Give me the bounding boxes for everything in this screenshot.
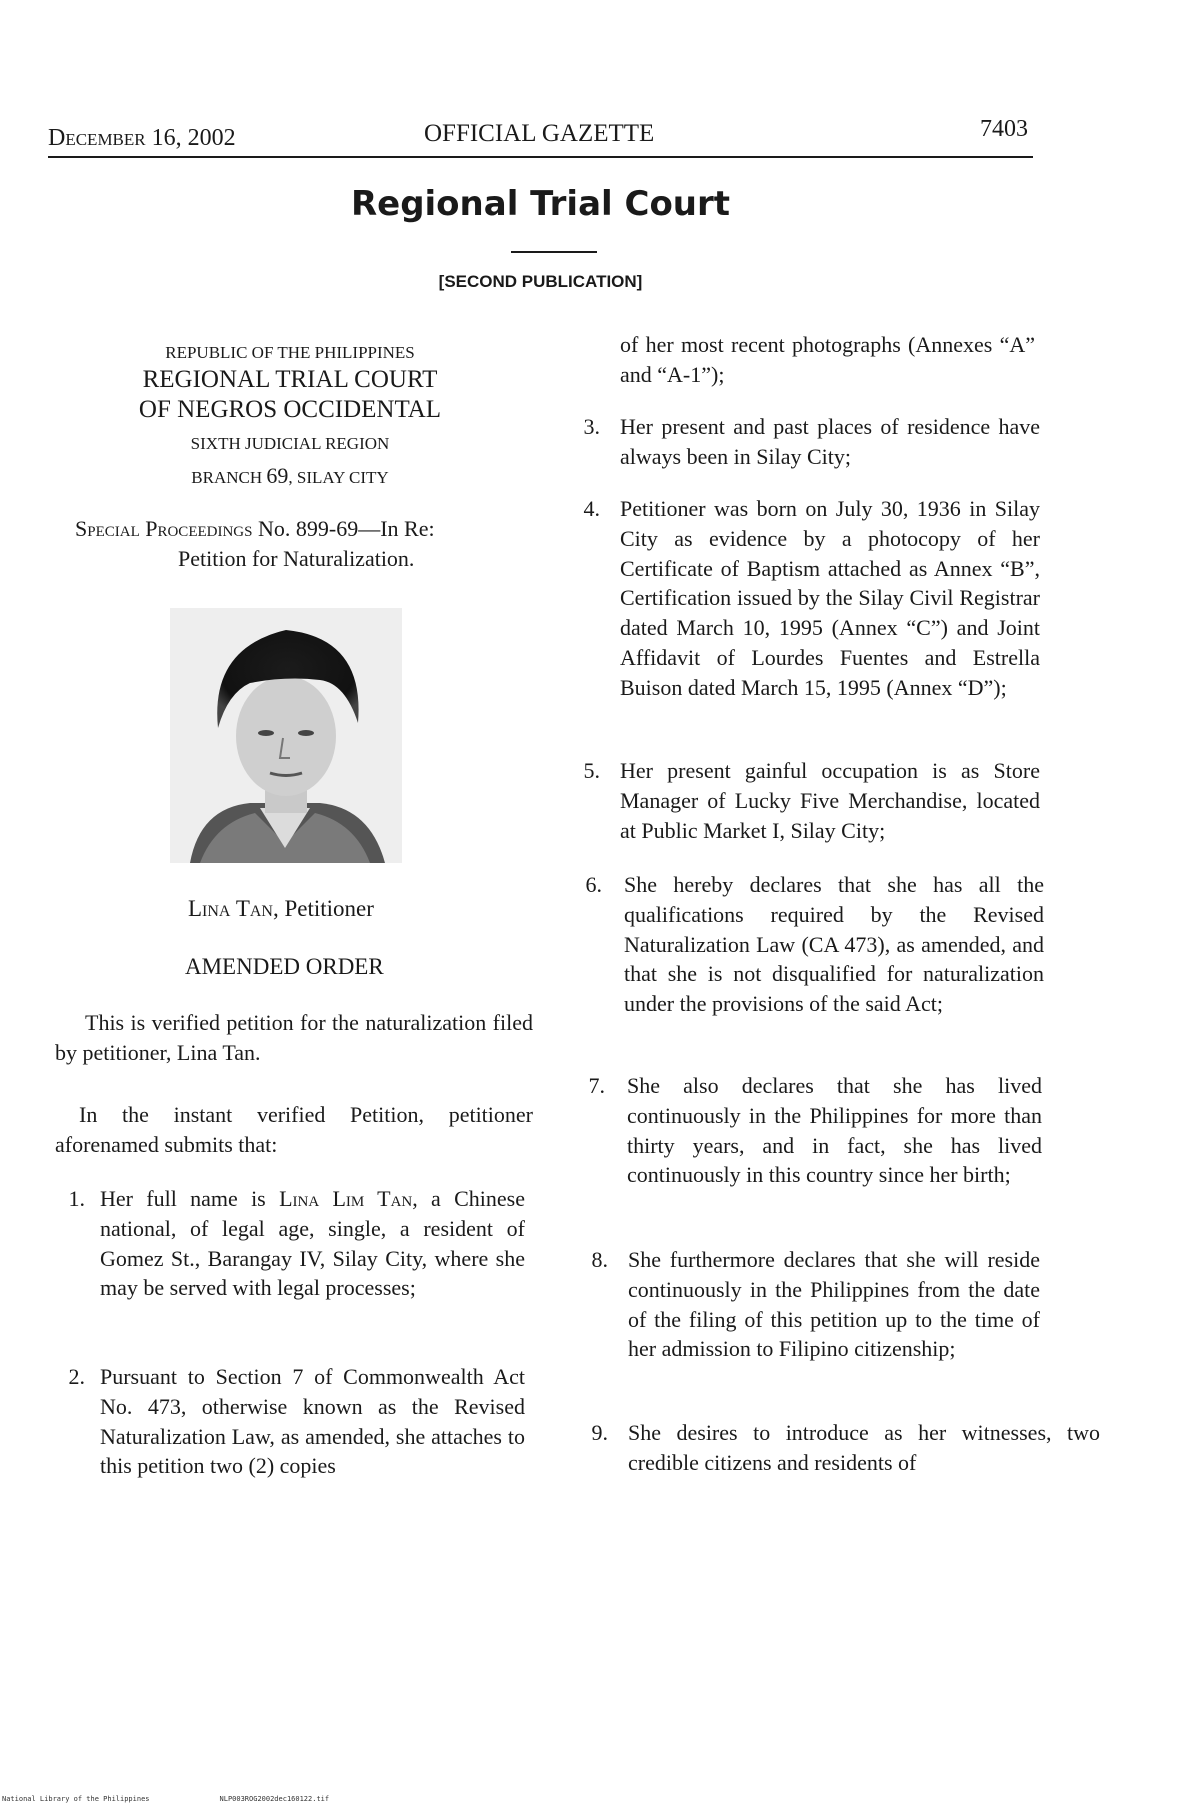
section-divider (511, 251, 597, 253)
item-text: Her present and past places of residence have always been in Silay City; (620, 414, 1040, 469)
item-text: She furthermore declares that she will reside continuously in the Philippines from the date of the filing of this petition up to the time of her admission to Filipino citizenship; (628, 1247, 1040, 1362)
petitioner-caption: Lina Tan, Petitioner (188, 896, 374, 921)
scan-footer (2, 1795, 329, 1803)
court-name-line2: OF NEGROS OCCIDENTAL (138, 396, 442, 423)
item-text: Her present gainful occupation is as Store Manager of Lucky Five Merchandise, located at Public Market I, Silay City; (620, 758, 1040, 843)
section-title: Regional Trial Court (350, 184, 731, 224)
intro-paragraph: In the instant verified Petition, petitioner aforenamed submits that: (55, 1102, 533, 1157)
court-republic: REPUBLIC OF THE PHILIPPINES (165, 343, 415, 362)
item-number: 5. (583, 758, 600, 783)
item-text: Pursuant to Section 7 of Commonwealth Act No. 473, otherwise known as the Revised Naturalization Law, as amended, she attaches to this petition two (2) copies (100, 1364, 525, 1479)
proceedings-subject: Petition for Naturalization. (178, 546, 415, 571)
item-text: She desires to introduce as her witnesses, two credible citizens and residents of (628, 1420, 1100, 1475)
intro-paragraph: This is verified petition for the naturalization filed by petitioner, Lina Tan. (55, 1010, 533, 1065)
item-number: 6. (585, 872, 602, 897)
item-number: 2. (68, 1364, 85, 1389)
petitioner-photo (170, 608, 402, 863)
item-text: Her full name is Lina Lim Tan, a Chinese national, of legal age, single, a resident of Gomez St., Barangay IV, Silay City, where she may be served with legal processes; (100, 1186, 525, 1301)
header-rule (48, 156, 1033, 158)
item-text: She also declares that she has lived continuously in the Philippines for more than thirty years, and in fact, she has lived continuously in this country since her birth; (627, 1073, 1042, 1188)
item-number: 9. (591, 1420, 608, 1445)
order-title: AMENDED ORDER (185, 954, 384, 979)
court-name-line1: REGIONAL TRIAL COURT (142, 366, 438, 393)
court-region: SIXTH JUDICIAL REGION (190, 434, 390, 453)
court-branch: BRANCH 69, SILAY CITY (191, 463, 389, 488)
footer-file-id: NLP003ROG2002dec160122.tif (219, 1795, 330, 1803)
item-number: 3. (583, 414, 600, 439)
item-number: 1. (68, 1186, 85, 1211)
item-number: 7. (588, 1073, 605, 1098)
item-text: She hereby declares that she has all the qualifications required by the Revised Naturalization Law (CA 473), as amended, and that she is not disqualified for naturalization under the provisions of the said Act; (624, 872, 1044, 1017)
header-date: December 16, 2002 (48, 125, 236, 151)
page-number: 7403 (980, 116, 1028, 142)
publication-label: [SECOND PUBLICATION] (438, 272, 643, 291)
item-continuation: of her most recent photographs (Annexes “A” and “A-1”); (620, 332, 1035, 387)
gazette-title: OFFICIAL GAZETTE (424, 120, 655, 147)
item-text: Petitioner was born on July 30, 1936 in Silay City as evidence by a photocopy of her Certificate of Baptism attached as Annex “B”, Certification issued by the Silay Civil Registrar dated March 10, 1995 (Annex “C”) and Joint Affidavit of Lourdes Fuentes and Estrella Buison dated March 15, 1995 (Annex “D”); (620, 496, 1040, 700)
footer-library: National Library of the Philippines (2, 1795, 150, 1803)
item-number: 8. (591, 1247, 608, 1272)
item-number: 4. (583, 496, 600, 521)
proceedings-number: Special Proceedings No. 899-69—In Re: (75, 516, 435, 541)
